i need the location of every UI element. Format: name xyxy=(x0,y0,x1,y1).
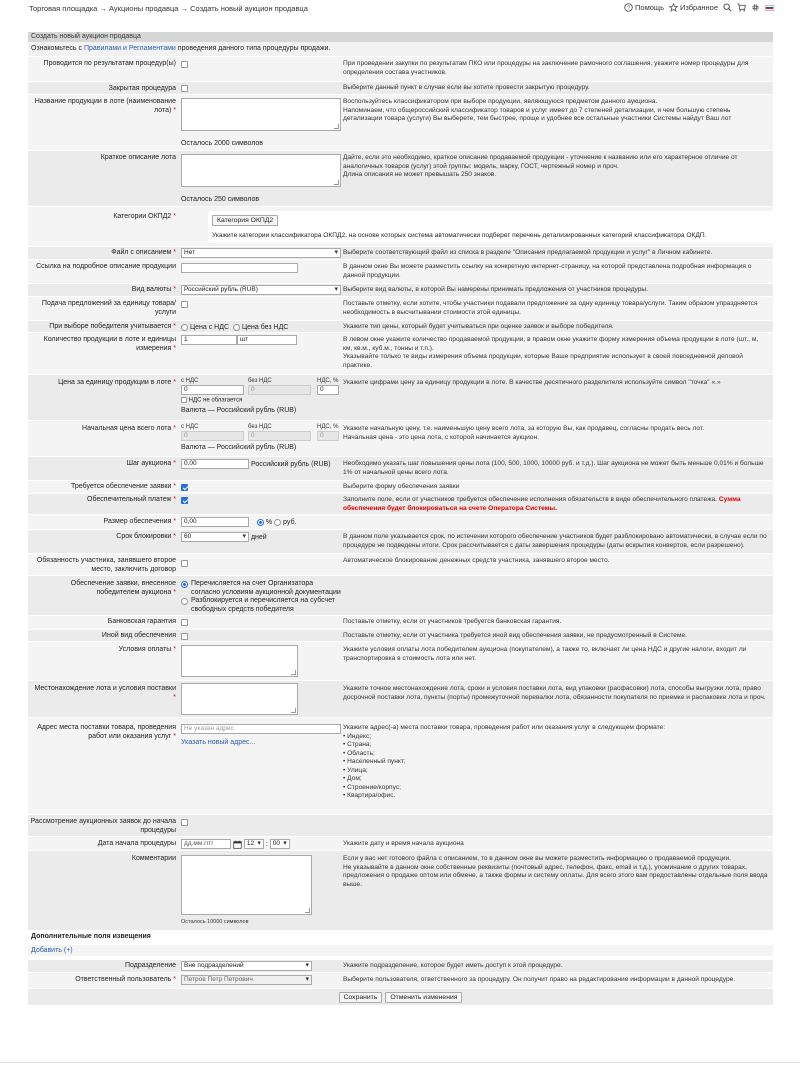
row-by-results xyxy=(28,56,773,81)
save-button[interactable]: Сохранить xyxy=(339,992,383,1003)
row-address: Адрес места поставки товара, проведения работ или оказания услуг * Не указан адрес Указать новый адрес... Укажите адрес(-а) места поставки товара, проведения работ или оказания услуг в следующем формате: • Индекс; • Страна; • Область; • Населенный пункт; • Улица; • Дом; • Строение/корпус; • Квартира/офис. xyxy=(28,717,773,814)
block-term-label: Срок блокировки xyxy=(116,533,172,540)
division-label: Подразделение xyxy=(124,962,176,969)
by-results-hint: При проведении закупки по результатам ПКО или процедуры на заключение рамочного соглашения, укажите номер процедуры для определения состава участников. xyxy=(343,60,749,76)
okpd-category-button[interactable]: Категория ОКПД2 xyxy=(212,215,278,226)
location-textarea[interactable] xyxy=(181,683,298,715)
step-input[interactable]: 0,00 xyxy=(181,459,249,469)
start-minute-select[interactable]: 00 ▾ xyxy=(270,839,290,849)
currency-select[interactable]: Российский рубль (RUB) ▾ xyxy=(181,285,341,295)
row-unit-price: Цена за единицу продукции в лоте * с НДС без НДС НДС, % 0 0 0 НДС не облагается Валюта — Российский рубль (RUB) Укажите цифрами цену за единицу продукции в лоте. В качестве десятичного разделителя используйте символ "точка" «.» xyxy=(28,374,773,420)
security-pay-checkbox[interactable] xyxy=(181,497,188,504)
row-block-term: Срок блокировки * 60 ▾ дней В данном поле указывается срок, по истечении которого обеспечение участников будет разблокировано автоматически, в случае если по процедуре не подведены итоги. Срок рассчитывается с даты завершения процедуры (даты вскрытия конвертов, если разрешено). xyxy=(28,529,773,553)
closed-label: Закрытая процедура xyxy=(108,85,176,92)
step-hint: Необходимо указать шаг повышения цены лота (100, 500, 1000, 10000 руб. и т.д.). Шаг аукциона не может быть меньше 0,01% и больше 1% от начальной цены всего лота. xyxy=(343,460,764,476)
row-winner-security: Обеспечение заявки, внесенное победителем аукциона * Перечисляется на счет Организатора согласно условиям аукционной документации Разблокируется и перечисляется на субсчет свободных средств победителя xyxy=(28,575,773,615)
unit-offers-label: Подача предложений за единицу товара/услуги xyxy=(41,300,176,316)
division-hint: Укажите подразделение, которое будет иметь доступ к этой процедуре. xyxy=(343,962,563,969)
row-security-pay: Обеспечительный платеж * Заполните поле, если от участников требуется обеспечение исполнения обязательств в виде обеспечительного платежа. Сумма обеспечения будет блокироваться на счете Оператора Системы. xyxy=(28,493,773,514)
other-security-hint: Поставьте отметку, если от участника требуется иной вид обеспечения заявки, не предусмотренный в Системе. xyxy=(343,632,687,639)
row-division xyxy=(28,959,773,972)
start-price-label: Начальная цена всего лота xyxy=(82,425,172,432)
create-auction-panel xyxy=(28,32,773,1005)
address-hint: Укажите адрес(-а) места поставки товара, проведения работ или оказания услуг в следующем формате: • Индекс; • Страна; • Область; • Населенный пункт; • Улица; • Дом; • Строение/корпус; • Квартира/офис. xyxy=(343,724,666,799)
review-before-label: Рассмотрение аукционных заявок до начала процедуры xyxy=(30,818,176,834)
second-place-label: Обязанность участника, занявшего второе место, заключить договор xyxy=(36,557,176,573)
security-pay-hint: Заполните поле, если от участников требуется обеспечение исполнения обязательств в виде обеспечительного платежа. Сумма обеспечения будет блокироваться на счете Оператора Системы. xyxy=(343,496,741,512)
location-label: Местонахождение лота и условия поставки xyxy=(34,685,176,692)
row-other-security xyxy=(28,629,773,641)
quantity-label: Количество продукции в лоте и единицы измерения xyxy=(43,336,176,352)
link-input[interactable] xyxy=(181,263,298,273)
start-date-hint: Укажите дату и время начала аукциона xyxy=(343,840,464,847)
lot-name-label: Название продукции в лоте (наименование лота) xyxy=(34,98,176,114)
cart-icon[interactable] xyxy=(737,3,746,12)
rules-notice: Ознакомьтесь с Правилами и Регламентами проведения данного типа процедуры продажи. xyxy=(28,42,773,56)
short-desc-label: Краткое описание лота xyxy=(100,154,176,161)
security-percent-radio[interactable] xyxy=(257,519,264,526)
unit-input[interactable]: шт xyxy=(237,335,297,345)
row-lot-name: Название продукции в лоте (наименование лота) * Осталось 2000 символов Воспользуйтесь классификатором при выборе продукции, являющуюся предметом данного аукциона. Напоминаем, что общероссийский классификатор товаров и услуг имеет до 7 степеней детализации, и чем большую степень детализации товара (услуги) Вы выберете, тем быстрее, проще и удобнее все остальные участники Системы найдут Ваш лот xyxy=(28,94,773,150)
link-label: Ссылка на подробное описание продукции xyxy=(36,263,176,270)
payment-hint: Укажите условия оплаты лота победителем аукциона (покупателем), а также то, включает ли цена НДС и другие налоги, входит ли транспортировка в стоимость лота или нет. xyxy=(343,646,747,662)
unit-price-currency: Валюта — Российский рубль (RUB) xyxy=(181,407,297,414)
bank-guarantee-checkbox[interactable] xyxy=(181,619,188,626)
bank-guarantee-hint: Поставьте отметку, если от участников требуется банковская гарантия. xyxy=(343,618,562,625)
responsible-hint: Выберите пользователя, ответственного за процедуру. Он получит право на редактирование информации в данной процедуре. xyxy=(343,976,736,983)
add-address-link[interactable]: Указать новый адрес... xyxy=(181,739,256,746)
short-desc-textarea[interactable] xyxy=(181,154,341,187)
row-short-desc xyxy=(28,150,773,206)
security-rub-radio[interactable] xyxy=(274,519,281,526)
row-extra-add xyxy=(28,944,773,956)
payment-textarea[interactable] xyxy=(181,645,298,677)
okpd-hint: Укажите категории классификатора ОКПД2, на основе которых система автоматически подберет перечень детализированных категорий классификатора ОКДП. xyxy=(212,232,707,239)
winner-security-transfer-radio[interactable] xyxy=(181,581,188,588)
add-extra-field-link[interactable]: Добавить (+) xyxy=(31,947,73,954)
unit-price-label: Цена за единицу продукции в лоте xyxy=(58,379,172,386)
file-hint: Выберите соответствующий файл из списка в разделе "Описания предлагаемой продукции и услуг" в Личном кабинете. xyxy=(343,249,713,256)
unit-price-block: с НДС без НДС НДС, % 0 0 0 НДС не облагается Валюта — Российский рубль (RUB) xyxy=(181,378,339,414)
help-icon xyxy=(624,3,633,12)
winner-security-label: Обеспечение заявки, внесенное победителем аукциона xyxy=(70,580,176,596)
row-currency: Вид валюты * Российский рубль (RUB) ▾ Выберите вид валюты, в которой Вы намерены принимать предложения от участников процедуры. xyxy=(28,283,773,296)
file-select[interactable]: Нет ▾ xyxy=(181,248,341,258)
settings-icon[interactable] xyxy=(751,3,760,12)
row-security-size: Размер обеспечения * 0,00 % руб. xyxy=(28,514,773,529)
other-security-label: Иной вид обеспечения xyxy=(101,632,176,639)
row-file: Файл с описанием * Нет ▾ Выберите соответствующий файл из списка в разделе "Описания предлагаемой продукции и услуг" в Личном кабинете. xyxy=(28,246,773,259)
start-price-vat-input: 0 xyxy=(181,431,244,441)
review-before-checkbox[interactable] xyxy=(181,819,188,826)
footer-divider xyxy=(0,1062,800,1063)
link-hint: В данном окне Вы можете разместить ссылку на конкретную интернет-страницу, на которой представлена подробная информация о данной продукции. xyxy=(343,263,752,279)
unit-offers-hint: Поставьте отметку, если хотите, чтобы участники подавали предложение за одну единицу товара/услуги. Таким образом упраздняется необходимость в высчитывании стоимости этой единицы. xyxy=(343,300,758,316)
bank-guarantee-label: Банковская гарантия xyxy=(107,618,176,625)
row-link xyxy=(28,259,773,283)
unit-price-hint: Укажите цифрами цену за единицу продукции в лоте. В качестве десятичного разделителя используйте символ "точка" «.» xyxy=(343,379,721,386)
start-price-hint: Укажите начальную цену, т.е. наименьшую цену всего лота, за которую Вы, как продавец, согласны продать весь лот. Начальная цена - это цена лота, с которой начинается аукцион. xyxy=(343,425,705,441)
price-with-vat-radio[interactable] xyxy=(181,324,188,331)
row-unit-offers xyxy=(28,296,773,320)
row-payment: Условия оплаты * Укажите условия оплаты лота победителем аукциона (покупателем), а также то, включает ли цена НДС и другие налоги, входит ли транспортировка в стоимость лота или нет. xyxy=(28,641,773,680)
svg-text:?: ? xyxy=(627,5,631,12)
row-quantity: Количество продукции в лоте и единицы измерения * 1 шт В левом окне укажите количество продаваемой продукции, в правом окне укажите форму измерения объема продукции в лоте (шт., м, км, кв.м., куб.м., тонны и т.п.). Указывайте только те виды измерения объема продукции, которые Ваше предприятие использует в своей повседневной деловой практике. xyxy=(28,332,773,374)
step-currency: Российский рубль (RUB) xyxy=(250,460,331,468)
start-price-vat-pct-input: 0 xyxy=(317,431,339,441)
currency-hint: Выберите вид валюты, в которой Вы намерены принимать предложения от участников процедуры. xyxy=(343,286,648,293)
unit-price-vat-input[interactable]: 0 xyxy=(181,385,244,395)
block-term-hint: В данном поле указывается срок, по истечении которого обеспечение участников будет разблокировано автоматически, в случае если по процедуре не подведены итоги. Срок рассчитывается с даты завершения процедуры (даты вскрытия конвертов, если разрешено). xyxy=(343,533,767,549)
row-okpd: Категории ОКПД2 * Категория ОКПД2 Укажите категории классификатора ОКПД2, на основе которых система автоматически подберет перечень детализированных категорий классификатора ОКДП. xyxy=(28,206,773,246)
winner-vat-hint: Укажите тип цены, который будет учитываться при оценке заявок и выборе победителя. xyxy=(343,323,614,330)
comments-hint: Если у вас нет готового файла с описанием, то в данном окне вы можете разместить информацию о продаваемой продукции. Не указывайте в данном окне собственные реквизиты (почтовый адрес, телефон, факс, email и т.д.), упоминание о других товарах, предложения о продаже оптом или обмене, а также формы и систему оплаты. Для всего этого вам предоставлены отдельные поля ввода выше. xyxy=(343,855,768,888)
lot-name-hint: Воспользуйтесь классификатором при выборе продукции, являющуюся предметом данного аукциона. Напоминаем, что общероссийский классификатор товаров и услуг имеет до 7 степеней детализации, и чем большую степень детализации товара (услуги) Вы выберете, тем быстрее, проще и удобнее все остальные участники Системы найдут Ваш лот xyxy=(343,98,732,122)
quantity-hint: В левом окне укажите количество продаваемой продукции, в правом окне укажите форму измерения объема продукции в лоте (шт., м, км, кв.м., куб.м., тонны и т.п.). Указывайте только те виды измерения объема продукции, которые Ваше предприятие использует в своей повседневной деловой практике. xyxy=(343,336,759,369)
comments-textarea[interactable] xyxy=(181,855,312,915)
start-hour-select[interactable]: 12 ▾ xyxy=(244,839,264,849)
help-link[interactable]: ? Помощь xyxy=(624,3,664,12)
start-price-currency: Валюта — Российский рубль (RUB) xyxy=(181,444,297,451)
by-results-label: Проводится по результатам процедур(ы) xyxy=(43,60,176,67)
rules-link[interactable]: Правилами и Регламентами xyxy=(83,45,176,52)
other-security-checkbox[interactable] xyxy=(181,633,188,640)
payment-label: Условия оплаты xyxy=(118,646,172,653)
row-comments xyxy=(28,850,773,930)
unit-price-vat-pct-input[interactable]: 0 xyxy=(317,385,339,395)
breadcrumb[interactable]: Торговая площадка → Аукционы продавца → Создать новый аукцион продавца xyxy=(29,4,308,13)
start-date-input[interactable]: дд.мм.гггг xyxy=(181,839,231,849)
favorites-link[interactable]: Избранное xyxy=(669,3,718,12)
security-req-hint: Выберите форму обеспечения заявки xyxy=(343,483,460,490)
row-start-price: Начальная цена всего лота * с НДС без НДС НДС, % 0 0 0 Валюта — Российский рубль (RUB) Укажите начальную цену, т.е. наименьшую цену всего лота, за которую Вы, как продавец, согласны продать весь лот. Начальная цена - это цена лота, с которой начинается аукцион. xyxy=(28,420,773,456)
responsible-select[interactable]: Петров Петр Петрович ▾ xyxy=(181,975,312,985)
responsible-label: Ответственный пользователь xyxy=(75,976,172,983)
star-icon xyxy=(669,3,678,12)
step-label: Шаг аукциона xyxy=(126,460,172,467)
security-size-input[interactable]: 0,00 xyxy=(181,517,249,527)
quantity-input[interactable]: 1 xyxy=(181,335,237,345)
panel-title: Создать новый аукцион продавца xyxy=(28,32,773,42)
block-term-select[interactable]: 60 ▾ xyxy=(181,532,249,542)
row-actions xyxy=(28,988,773,1005)
closed-checkbox[interactable] xyxy=(181,85,188,92)
start-date-label: Дата начала процедуры xyxy=(97,840,176,847)
calendar-icon[interactable] xyxy=(233,840,242,849)
security-size-label: Размер обеспечения xyxy=(103,518,172,525)
row-location: Местонахождение лота и условия поставки * Укажите точное местонахождение лота, сроки и условия поставки лота, вид упаковки (расфасовки) лота, способы выгрузки лота, право досрочной поставки лота, пункты (порты) промежуточной перевалки лота, обязанности покупателя по приемке и распаковке лота и проч. xyxy=(28,680,773,717)
second-place-hint: Автоматическое блокирование денежных средств участника, занявшего второе место. xyxy=(343,557,610,564)
top-bar xyxy=(0,0,800,16)
address-label: Адрес места поставки товара, проведения работ или оказания услуг xyxy=(37,724,176,740)
language-flag-icon[interactable] xyxy=(765,5,774,11)
okpd-box xyxy=(208,211,796,243)
no-vat-checkbox[interactable] xyxy=(181,397,187,403)
short-desc-counter: Осталось 250 символов xyxy=(181,196,260,203)
search-icon[interactable] xyxy=(723,3,732,12)
address-input[interactable]: Не указан адрес xyxy=(181,724,341,734)
comments-label: Комментарии xyxy=(131,855,176,862)
short-desc-hint: Дайте, если это необходимо, краткое описание продаваемой продукции - уточнение к названию или его характерное отличие от аналогичных товаров (услуг) этой группы: модель, марку, ГОСТ, чертежный номер и проч. Длина описания не может превышать 250 знаков. xyxy=(343,154,738,178)
security-pay-label: Обеспечительный платеж xyxy=(87,496,172,503)
row-winner-vat: При выборе победителя учитывается * Цена с НДС Цена без НДС Укажите тип цены, который будет учитываться при оценке заявок и выборе победителя. xyxy=(28,320,773,332)
unit-price-novat-input: 0 xyxy=(248,385,311,395)
row-security-req: Требуется обеспечение заявки * Выберите форму обеспечения заявки xyxy=(28,480,773,493)
winner-vat-label: При выборе победителя учитывается xyxy=(49,323,172,330)
unit-offers-checkbox[interactable] xyxy=(181,301,188,308)
start-price-block: с НДС без НДС НДС, % 0 0 0 Валюта — Российский рубль (RUB) xyxy=(181,424,339,451)
file-label: Файл с описанием xyxy=(111,249,172,256)
cancel-button[interactable]: Отменить изменения xyxy=(385,992,462,1003)
row-step: Шаг аукциона * 0,00 Российский рубль (RUB) Необходимо указать шаг повышения цены лота (100, 500, 1000, 10000 руб. и т.д.). Шаг аукциона не может быть меньше 0,01% и больше 1% от начальной цены всего лота. xyxy=(28,456,773,480)
currency-label: Вид валюты xyxy=(131,286,172,293)
lot-name-textarea[interactable] xyxy=(181,98,341,131)
row-second-place xyxy=(28,553,773,575)
row-closed xyxy=(28,81,773,94)
okpd-label: Категории ОКПД2 xyxy=(113,213,172,220)
location-hint: Укажите точное местонахождение лота, сроки и условия поставки лота, вид упаковки (расфасовки) лота, способы выгрузки лота, право досрочной поставки лота, пункты (порты) промежуточной перевалки лота, обязанности покупателя по приемке и распаковке лота и проч. xyxy=(343,685,766,701)
comments-counter: Осталось 10000 символов xyxy=(181,919,249,925)
extra-fields-title: Дополнительные поля извещения xyxy=(28,930,773,944)
row-start-date: Дата начала процедуры дд.мм.гггг 12 ▾ : 00 ▾ Укажите дату и время начала аукциона xyxy=(28,836,773,850)
security-req-label: Требуется обеспечение заявки xyxy=(71,483,172,490)
winner-security-unblock-radio[interactable] xyxy=(181,598,188,605)
price-without-vat-radio[interactable] xyxy=(233,324,240,331)
closed-hint: Выберите данный пункт в случае если вы хотите провести закрытую процедуру. xyxy=(343,84,590,91)
row-bank-guarantee xyxy=(28,615,773,629)
division-select[interactable]: Вне подразделений ▾ xyxy=(181,961,312,971)
row-responsible: Ответственный пользователь * Петров Петр Петрович ▾ Выберите пользователя, ответственного за процедуру. Он получит право на редактирование информации в данной процедуре. xyxy=(28,972,773,988)
start-price-novat-input: 0 xyxy=(248,431,311,441)
lot-name-counter: Осталось 2000 символов xyxy=(181,140,264,147)
by-results-checkbox[interactable] xyxy=(181,61,188,68)
security-req-checkbox[interactable] xyxy=(181,484,188,491)
row-review-before xyxy=(28,814,773,836)
second-place-checkbox[interactable] xyxy=(181,560,188,567)
